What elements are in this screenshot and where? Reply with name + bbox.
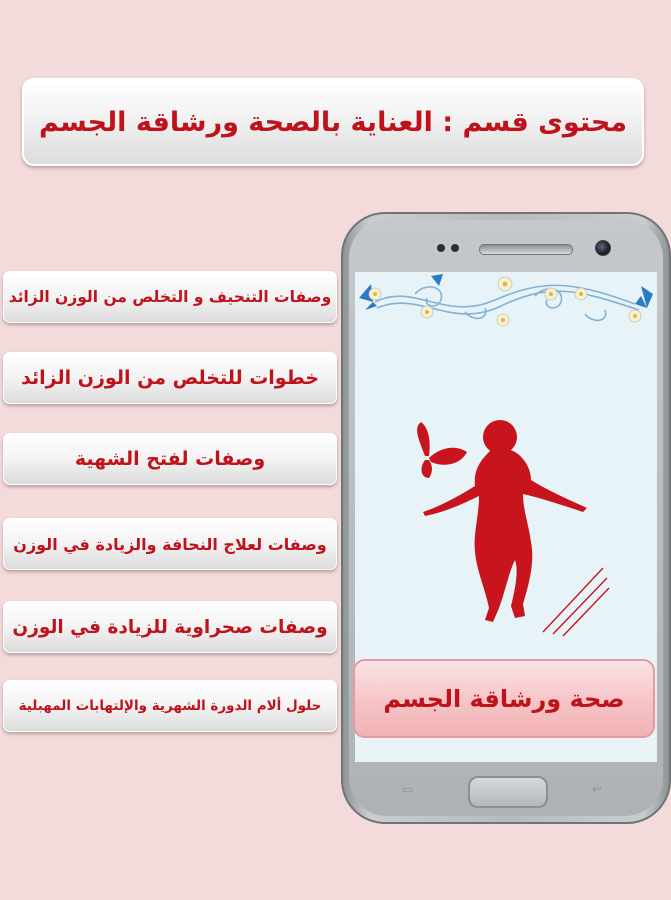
menu-item-desert-recipes[interactable]: [3, 601, 337, 653]
home-button[interactable]: [468, 776, 548, 808]
menu-item-label: وصفات لعلاج النحافة والزيادة في الوزن: [13, 534, 327, 554]
back-icon[interactable]: ↩: [592, 782, 603, 796]
menu-item-label: خطوات للتخلص من الوزن الزائد: [21, 367, 319, 389]
menu-item-label: وصفات لفتح الشهية: [74, 448, 266, 470]
app-title-button-label: صحة ورشاقة الجسم: [383, 684, 625, 713]
menu-item-period-pain-solutions[interactable]: [3, 680, 337, 732]
butterfly-icon: [417, 422, 467, 478]
sensor-dot: [451, 244, 459, 252]
front-camera: [595, 240, 611, 256]
menu-item-label: وصفات صحراوية للزيادة في الوزن: [12, 616, 328, 638]
butterfly-icon: [635, 286, 653, 308]
menu-item-label: وصفات التنحيف و التخلص من الوزن الزائد: [8, 288, 332, 306]
menu-item-thinness-recipes[interactable]: [3, 518, 337, 570]
decorative-lines: [543, 568, 609, 636]
recent-apps-icon[interactable]: ▭: [402, 782, 414, 796]
menu-item-label: حلول ألام الدورة الشهرية والإلتهابات المهبلية: [18, 698, 322, 714]
butterfly-icon: [431, 274, 443, 286]
menu-item-appetite-recipes[interactable]: [3, 433, 337, 485]
app-title-button[interactable]: [353, 659, 655, 738]
section-title-banner: [22, 78, 644, 166]
earpiece-speaker: [479, 244, 573, 255]
menu-item-slimming-recipes[interactable]: [3, 271, 337, 323]
sensor-dot: [437, 244, 445, 252]
menu-item-weight-loss-steps[interactable]: [3, 352, 337, 404]
section-title: محتوى قسم : العناية بالصحة ورشاقة الجسم: [38, 106, 628, 138]
